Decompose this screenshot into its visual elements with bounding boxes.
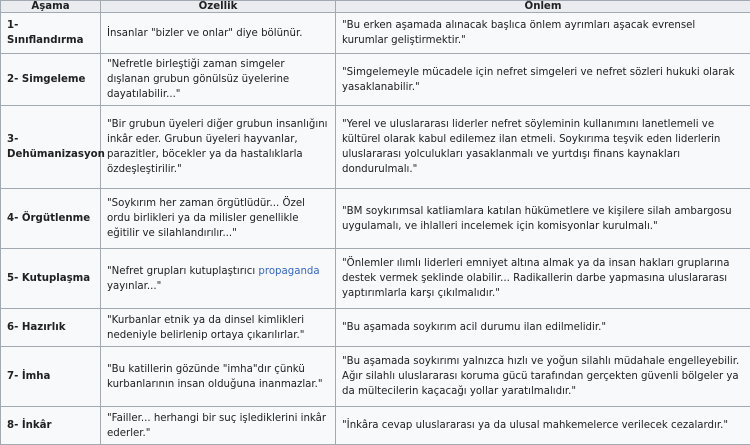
feature-cell: "Bu katillerin gözünde "imha"dır çünkü kurbanlarının insan olduğuna inanmazlar." [101,347,336,407]
table-header-row [1,1,750,13]
prevention-cell: "BM soykırımsal katliamlara katılan hükümetlere ve kişilere silah ambargosu uygulamalı, ve ihlalleri incelemek için komisyonlar kurulmalı." [336,189,750,249]
stage-cell: 7- İmha [1,347,101,407]
table-row [1,54,750,106]
feature-cell: "Soykırım her zaman örgütlüdür... Özel ordu birlikleri ya da milisler genellikle eğitilir ve silahlandırılır..." [101,189,336,249]
feature-text-before-link: "Nefret grupları kutuplaştırıcı [107,266,258,277]
table-row [1,13,750,54]
stage-cell: 6- Hazırlık [1,309,101,347]
prevention-cell: "Bu aşamada soykırım acil durumu ilan edilmelidir." [336,309,750,347]
stage-cell: 4- Örgütlenme [1,189,101,249]
stage-cell: 5- Kutuplaşma [1,249,101,309]
prevention-cell: "Simgelemeyle mücadele için nefret simgeleri ve nefret sözleri hukuki olarak yasaklanabilir." [336,54,750,106]
propaganda-link[interactable]: propaganda [258,266,319,277]
feature-cell: "Nefretle birleştiği zaman simgeler dışlanan grubun gönülsüz üyelerine dayatılabilir..." [101,54,336,106]
prevention-cell: "Bu erken aşamada alınacak başlıca önlem ayrımları aşacak evrensel kurumlar geliştirmektir." [336,13,750,54]
stage-cell: 8- İnkâr [1,407,101,445]
table-row [1,309,750,347]
feature-cell: "Bir grubun üyeleri diğer grubun insanlığını inkâr eder. Grubun üyeleri hayvanlar, parazitler, böcekler ya da hastalıklarla özdeşleştirilir." [101,106,336,189]
feature-cell: "Kurbanlar etnik ya da dinsel kimlikleri nedeniyle belirlenip ortaya çıkarılırlar." [101,309,336,347]
prevention-cell: "Önlemler ılımlı liderleri emniyet altına almak ya da insan hakları gruplarına destek vermek şeklinde olabilir... Radikallerin darbe yapmasına uluslararası yaptırımlarla karşı çıkılmalıdır." [336,249,750,309]
stage-cell: 1- Sınıflandırma [1,13,101,54]
table-row [1,249,750,309]
feature-text-after-link: yayınlar..." [107,281,161,292]
feature-cell: "Failler... herhangi bir suç işlediklerini inkâr ederler." [101,407,336,445]
column-header-stage[interactable]: Aşama [1,1,101,13]
feature-cell: İnsanlar "bizler ve onlar" diye bölünür. [101,13,336,54]
table-row [1,189,750,249]
stage-cell: 2- Simgeleme [1,54,101,106]
stage-cell: 3- Dehümanizasyon [1,106,101,189]
feature-cell [101,249,336,309]
table-row [1,407,750,445]
table-row [1,347,750,407]
prevention-cell: "Bu aşamada soykırımı yalnızca hızlı ve yoğun silahlı müdahale engelleyebilir. Ağır silahlı uluslararası koruma gücü tarafından gerçekten güvenli bölgeler ya da mültecilerin kaçacağı yollar yaratılmalıdır." [336,347,750,407]
prevention-cell: "Yerel ve uluslararası liderler nefret söyleminin kullanımını lanetlemeli ve kültürel olarak kabul edilemez ilan etmeli. Soykırıma teşvik eden liderlerin uluslararası yolculukları yasaklanmalı ve yurtdışı finans kaynakları dondurulmalı." [336,106,750,189]
prevention-cell: "İnkâra cevap uluslararası ya da ulusal mahkemelerce verilecek cezalardır." [336,407,750,445]
column-header-prevention[interactable]: Önlem [336,1,750,13]
column-header-feature[interactable]: Özellik [101,1,336,13]
table-row [1,106,750,189]
